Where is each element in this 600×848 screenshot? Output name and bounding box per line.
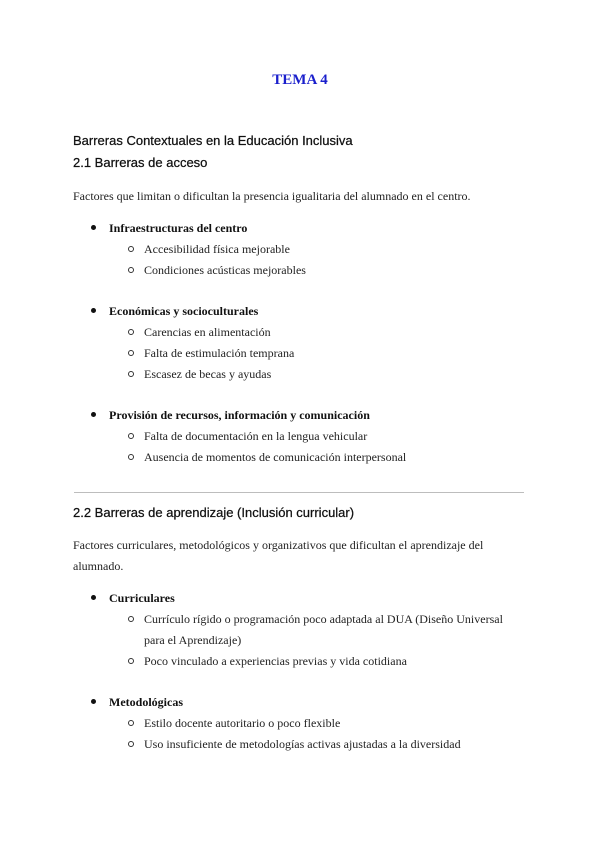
bullet-item xyxy=(0,588,600,609)
bullet-label: Curriculares xyxy=(109,591,175,605)
section-heading: Barreras Contextuales en la Educación Inclusiva xyxy=(73,133,353,148)
sub-item-label: Accesibilidad física mejorable xyxy=(144,242,290,256)
bullet-label: Provisión de recursos, información y comunicación xyxy=(109,408,370,422)
sub-item xyxy=(0,322,600,343)
sub-item xyxy=(0,734,600,755)
sub-item-label: Currículo rígido o programación poco adaptada al DUA (Diseño Universal para el Aprendizaje) xyxy=(144,612,503,647)
bullet-item xyxy=(0,218,600,239)
sub-item xyxy=(0,343,600,364)
sub-item xyxy=(0,609,600,651)
bullet-label: Metodológicas xyxy=(109,695,183,709)
sub-item-label: Uso insuficiente de metodologías activas ajustadas a la diversidad xyxy=(144,737,461,751)
bullet-disc-icon xyxy=(91,699,96,704)
bullet-circle-icon xyxy=(128,350,134,356)
page-title: TEMA 4 xyxy=(272,72,328,88)
sub-item-label: Carencias en alimentación xyxy=(144,325,271,339)
bullet-label: Infraestructuras del centro xyxy=(109,221,248,235)
bullet-group-curriculares xyxy=(0,588,600,672)
sub-item-label: Poco vinculado a experiencias previas y vida cotidiana xyxy=(144,654,407,668)
sub-item-label: Falta de estimulación temprana xyxy=(144,346,295,360)
section-divider xyxy=(74,492,524,493)
bullet-circle-icon xyxy=(128,741,134,747)
sub-item-label: Ausencia de momentos de comunicación interpersonal xyxy=(144,450,407,464)
bullet-circle-icon xyxy=(128,433,134,439)
bullet-circle-icon xyxy=(128,454,134,460)
subsection-heading-2-2: 2.2 Barreras de aprendizaje (Inclusión curricular) xyxy=(73,505,355,520)
bullet-circle-icon xyxy=(128,720,134,726)
bullet-circle-icon xyxy=(128,616,134,622)
bullet-item xyxy=(0,301,600,322)
bullet-circle-icon xyxy=(128,267,134,273)
bullet-group-metodologicas xyxy=(0,692,600,755)
bullet-group-infraestructuras xyxy=(0,218,600,281)
bullet-circle-icon xyxy=(128,371,134,377)
bullet-circle-icon xyxy=(128,329,134,335)
sub-item-label: Condiciones acústicas mejorables xyxy=(144,263,306,277)
bullet-disc-icon xyxy=(91,412,96,417)
sub-item xyxy=(0,713,600,734)
bullet-label: Económicas y socioculturales xyxy=(109,304,259,318)
sub-item xyxy=(0,364,600,385)
sub-item xyxy=(0,426,600,447)
bullet-group-economicas xyxy=(0,301,600,385)
sub-item xyxy=(0,239,600,260)
sub-item xyxy=(0,651,600,672)
bullet-circle-icon xyxy=(128,658,134,664)
sub-item xyxy=(0,260,600,281)
sub-item-label: Falta de documentación en la lengua vehicular xyxy=(144,429,368,443)
sub-item xyxy=(0,447,600,468)
sub-item-label: Estilo docente autoritario o poco flexible xyxy=(144,716,341,730)
bullet-group-provision xyxy=(0,405,600,468)
intro-paragraph-2-2: Factores curriculares, metodológicos y organizativos que dificultan el aprendizaje del alumnado. xyxy=(73,538,484,573)
bullet-disc-icon xyxy=(91,308,96,313)
sub-item-label: Escasez de becas y ayudas xyxy=(144,367,272,381)
bullet-item xyxy=(0,405,600,426)
bullet-disc-icon xyxy=(91,595,96,600)
bullet-circle-icon xyxy=(128,246,134,252)
intro-paragraph-2-1: Factores que limitan o dificultan la presencia igualitaria del alumnado en el centro. xyxy=(73,189,471,203)
bullet-item xyxy=(0,692,600,713)
subsection-heading-2-1: 2.1 Barreras de acceso xyxy=(73,155,208,170)
bullet-disc-icon xyxy=(91,225,96,230)
